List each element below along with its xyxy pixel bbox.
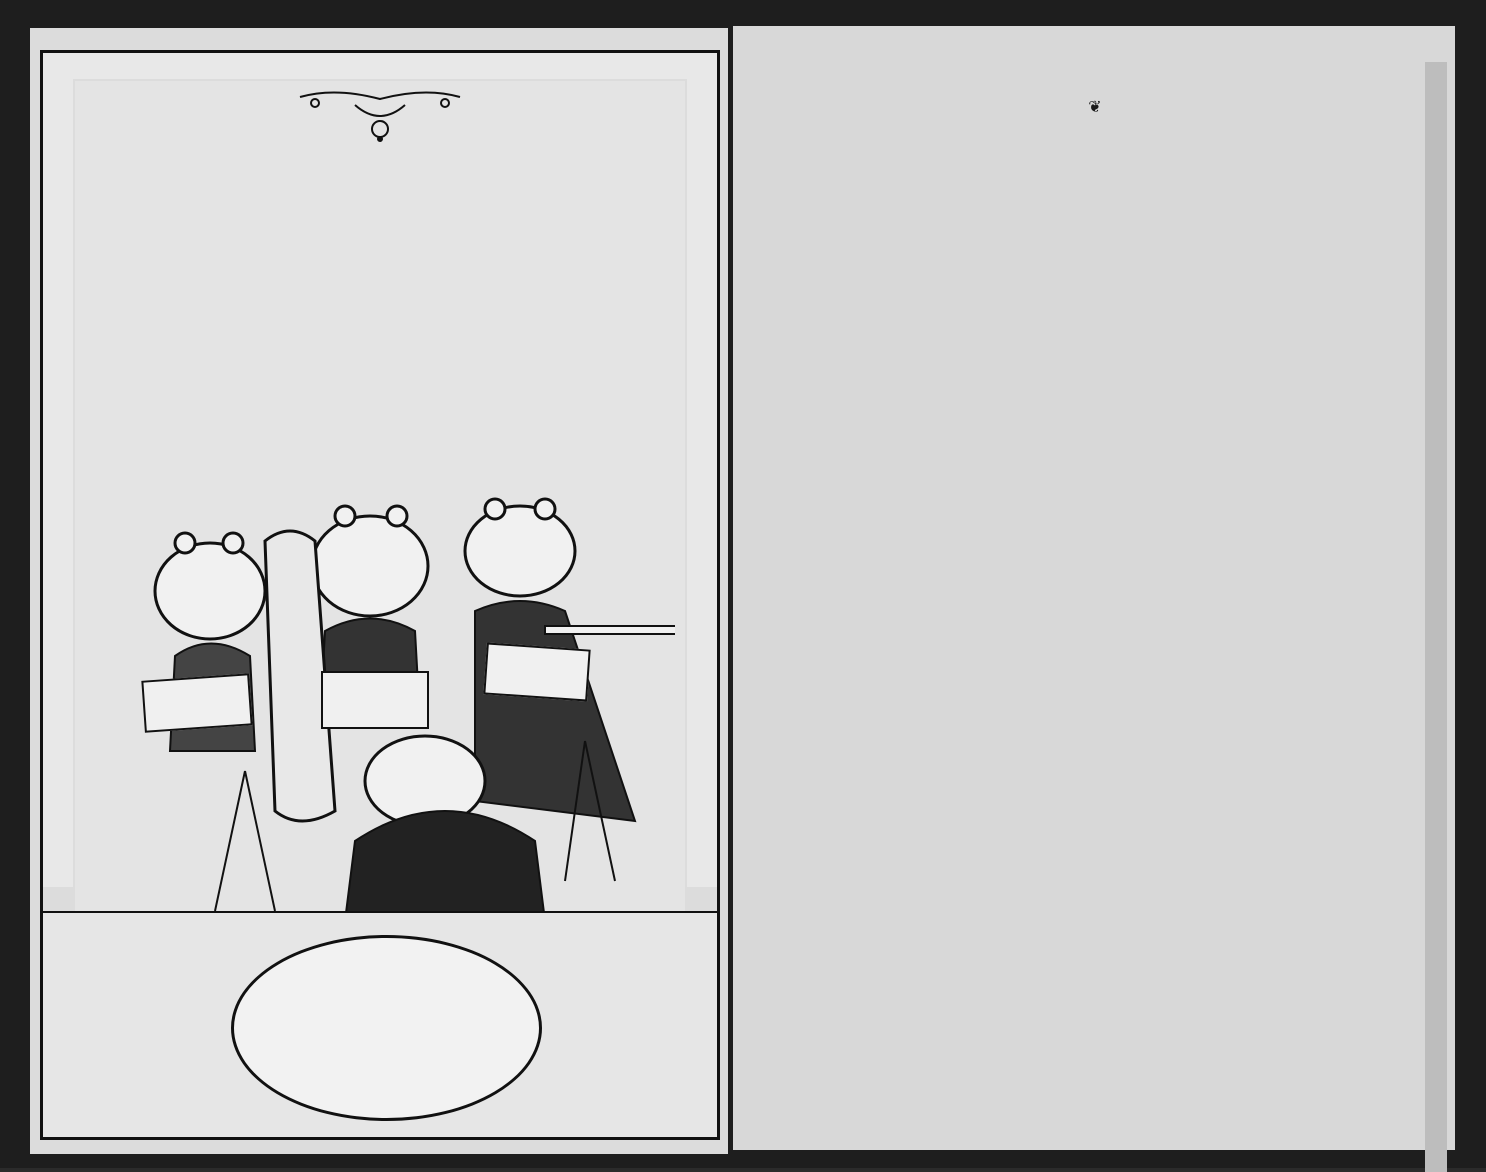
sign-bavette — [141, 673, 252, 732]
ad-address-band — [43, 911, 717, 1137]
ad-artwork — [75, 81, 685, 917]
scroll-ornament-icon — [295, 87, 465, 147]
sign-onglet — [321, 671, 429, 729]
greek-key-border-top — [43, 53, 717, 79]
address-oval — [231, 935, 542, 1121]
right-page — [733, 26, 1455, 1150]
advertisement — [40, 50, 720, 1140]
greek-key-border-left — [43, 79, 73, 887]
sign-tartare — [483, 642, 590, 701]
article-text — [795, 90, 1395, 127]
page-edge — [1425, 62, 1447, 1172]
greek-key-border-right — [687, 79, 717, 887]
fleuron-icon: ❦ — [1088, 99, 1102, 116]
